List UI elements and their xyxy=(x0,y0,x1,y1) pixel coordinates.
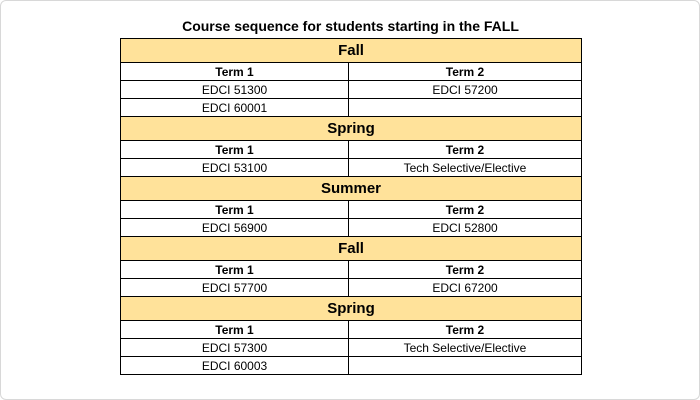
season-label: Fall xyxy=(121,237,582,261)
course-row xyxy=(121,159,582,177)
term-1-header: Term 1 xyxy=(121,321,349,339)
term-1-course: EDCI 53100 xyxy=(121,159,349,177)
term-2-header: Term 2 xyxy=(349,321,582,339)
season-row xyxy=(121,177,582,201)
term-header-row xyxy=(121,141,582,159)
season-row xyxy=(121,237,582,261)
season-row xyxy=(121,297,582,321)
term-2-header: Term 2 xyxy=(349,63,582,81)
term-header-row xyxy=(121,321,582,339)
term-2-header: Term 2 xyxy=(349,141,582,159)
season-label: Spring xyxy=(121,117,582,141)
term-2-course xyxy=(349,357,582,375)
term-header-row xyxy=(121,63,582,81)
term-2-course: EDCI 52800 xyxy=(349,219,582,237)
course-row xyxy=(121,357,582,375)
course-row xyxy=(121,339,582,357)
term-2-header: Term 2 xyxy=(349,261,582,279)
term-1-course: EDCI 57700 xyxy=(121,279,349,297)
term-1-course: EDCI 51300 xyxy=(121,81,349,99)
term-1-header: Term 1 xyxy=(121,63,349,81)
term-1-course: EDCI 57300 xyxy=(121,339,349,357)
course-row xyxy=(121,81,582,99)
season-label: Fall xyxy=(121,39,582,63)
course-sequence-table xyxy=(120,38,582,375)
term-2-course: Tech Selective/Elective xyxy=(349,339,582,357)
term-2-course: Tech Selective/Elective xyxy=(349,159,582,177)
season-row xyxy=(121,117,582,141)
term-1-course: EDCI 60003 xyxy=(121,357,349,375)
course-row xyxy=(121,279,582,297)
season-label: Spring xyxy=(121,297,582,321)
page-title: Course sequence for students starting in the FALL xyxy=(182,18,519,34)
term-header-row xyxy=(121,261,582,279)
term-1-header: Term 1 xyxy=(121,141,349,159)
term-1-header: Term 1 xyxy=(121,261,349,279)
term-header-row xyxy=(121,201,582,219)
course-row xyxy=(121,219,582,237)
season-row xyxy=(121,39,582,63)
term-1-course: EDCI 60001 xyxy=(121,99,349,117)
course-row xyxy=(121,99,582,117)
season-label: Summer xyxy=(121,177,582,201)
term-2-course: EDCI 67200 xyxy=(349,279,582,297)
term-1-header: Term 1 xyxy=(121,201,349,219)
term-2-header: Term 2 xyxy=(349,201,582,219)
term-1-course: EDCI 56900 xyxy=(121,219,349,237)
term-2-course xyxy=(349,99,582,117)
term-2-course: EDCI 57200 xyxy=(349,81,582,99)
